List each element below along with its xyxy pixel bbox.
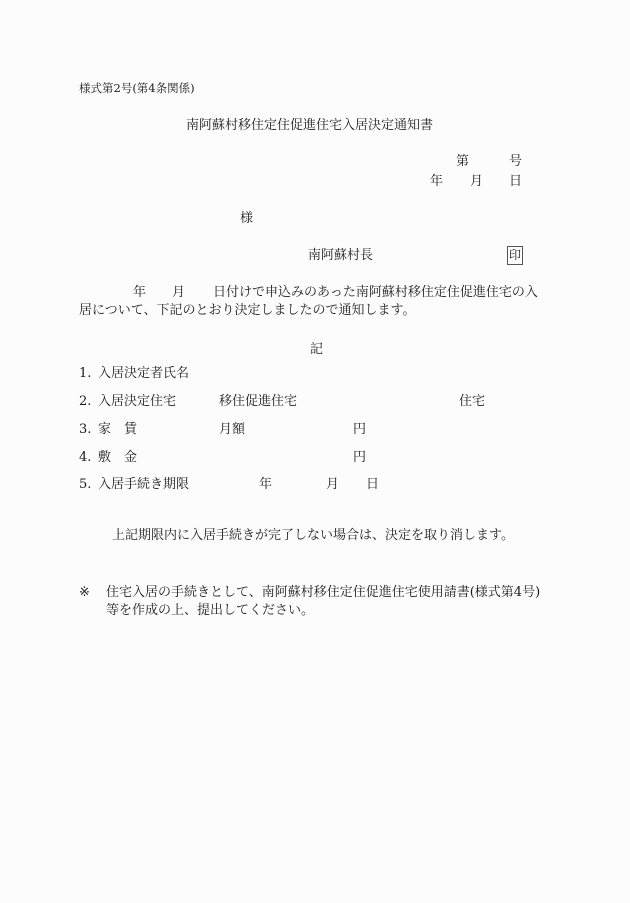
item-4-number: 4.	[79, 450, 92, 465]
reference-number-suffix: 号	[509, 154, 523, 169]
item-3-yen: 円	[353, 422, 367, 437]
item-3-monthly-label: 月額	[219, 422, 246, 437]
footnote-line2: 等を作成の上、提出してください。	[106, 603, 315, 618]
item-4-yen: 円	[353, 450, 367, 465]
item-2-housing-suffix: 住宅	[459, 394, 486, 409]
reference-day: 日	[509, 174, 523, 189]
item-2-housing-type: 移住促進住宅	[219, 394, 298, 409]
body-month: 月	[172, 285, 186, 300]
reference-month: 月	[470, 174, 484, 189]
item-2-label: 入居決定住宅	[98, 394, 177, 409]
body-line2: 居について、下記のとおり決定しましたので通知します。	[79, 303, 416, 318]
footnote-mark: ※	[79, 585, 90, 600]
item-5-day: 日	[366, 477, 380, 492]
deadline-note: 上記期限内に入居手続きが完了しない場合は、決定を取り消します。	[112, 528, 514, 543]
item-3-number: 3.	[79, 422, 92, 437]
item-5-number: 5.	[79, 477, 92, 492]
item-1-label: 入居決定者氏名	[98, 366, 190, 381]
document-title: 南阿蘇村移住定住促進住宅入居決定通知書	[186, 118, 434, 133]
body-line1: 日付けで申込みのあった南阿蘇村移住定住促進住宅の入	[213, 285, 538, 300]
seal-mark: 印	[507, 246, 523, 265]
footnote-line1: 住宅入居の手続きとして、南阿蘇村移住定住促進住宅使用請書(様式第4号)	[106, 585, 541, 600]
addressee-suffix: 様	[240, 211, 254, 226]
ki-heading: 記	[310, 342, 324, 357]
item-4-label: 敷 金	[98, 450, 138, 465]
item-2-number: 2.	[79, 394, 92, 409]
item-5-month: 月	[326, 477, 340, 492]
item-1-number: 1.	[79, 366, 92, 381]
item-5-year: 年	[259, 477, 273, 492]
reference-year: 年	[430, 174, 444, 189]
form-label: 様式第2号(第4条関係)	[79, 81, 195, 95]
body-year: 年	[133, 285, 147, 300]
issuer-name: 南阿蘇村長	[308, 248, 374, 263]
item-5-label: 入居手続き期限	[98, 477, 190, 492]
item-3-label: 家 賃	[98, 422, 138, 437]
reference-number-prefix: 第	[456, 154, 470, 169]
